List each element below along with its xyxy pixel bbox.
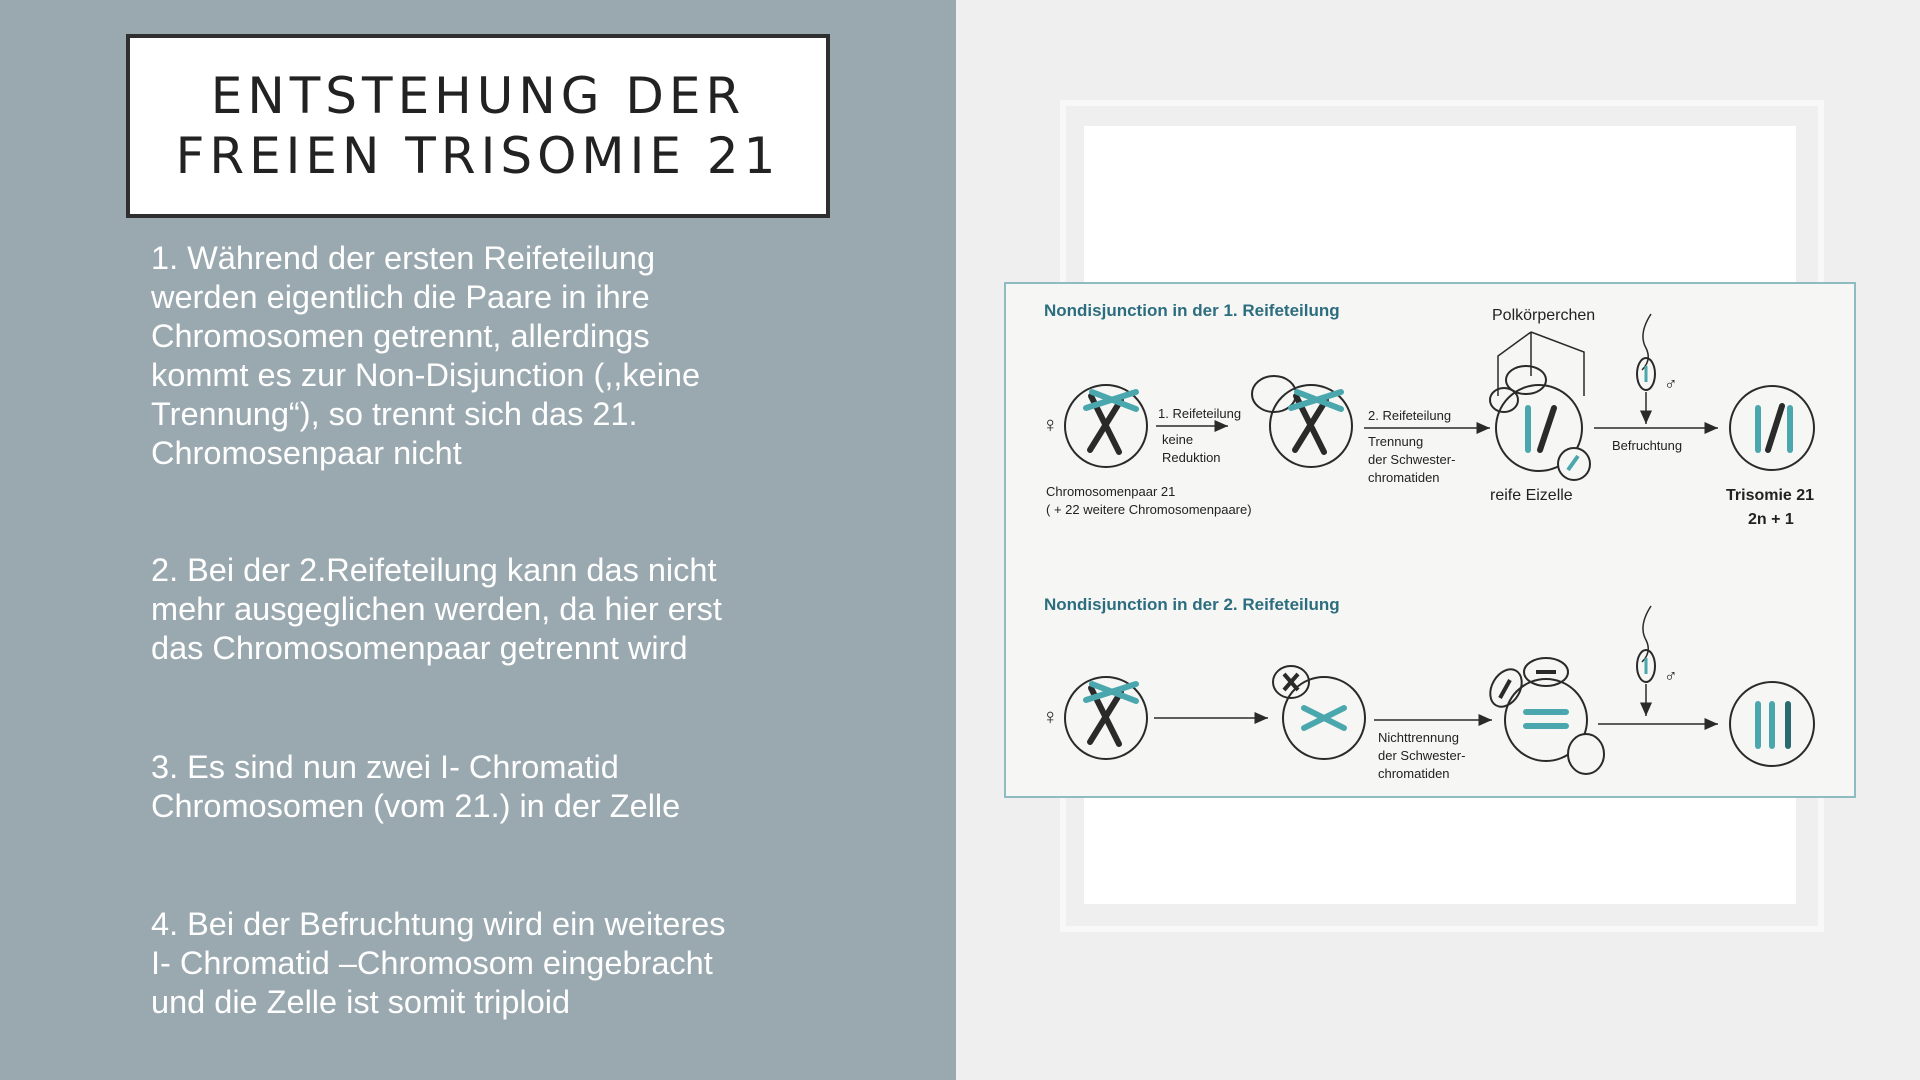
cell-4 (1273, 666, 1365, 759)
para-1-line: werden eigentlich die Paare in ihre (151, 279, 650, 315)
chromosomenpaar-label-2: ( + 22 weitere Chromosomenpaare) (1046, 502, 1252, 517)
para-4-line: I- Chromatid –Chromosom eingebracht (151, 945, 713, 981)
title-line-2: FREIEN TRISOMIE 21 (175, 127, 781, 185)
trisomie-label-2: 2n + 1 (1748, 511, 1794, 528)
chromosomenpaar-label-1: Chromosomenpaar 21 (1046, 484, 1176, 499)
nichttrennung-2: der Schwester- (1378, 748, 1466, 763)
trisomy-cell-2 (1730, 682, 1814, 766)
step2-sub-1: Trennung (1368, 434, 1424, 449)
nondisjunction-figure (1004, 282, 1856, 798)
para-1-line: Chromosomen getrennt, allerdings (151, 318, 650, 354)
step2-sub-3: chromatiden (1368, 470, 1440, 485)
step2-label: 2. Reifeteilung (1368, 408, 1452, 423)
trisomy-cell (1730, 386, 1814, 470)
section1-title: Nondisjunction in der 1. Reifeteilung (1044, 301, 1340, 320)
sperm-2 (1637, 606, 1655, 716)
paragraph-3 (151, 748, 811, 826)
para-3-line: Chromosomen (vom 21.) in der Zelle (151, 788, 681, 824)
step1-sub-2: Reduktion (1162, 450, 1221, 465)
reife-eizelle-label: reife Eizelle (1490, 487, 1573, 504)
para-2-line: das Chromosomenpaar getrennt wird (151, 630, 688, 666)
step1-sub-1: keine (1162, 432, 1194, 447)
sperm-1 (1637, 314, 1655, 424)
cell-3 (1065, 677, 1147, 759)
para-2-line: mehr ausgeglichen werden, da hier erst (151, 591, 722, 627)
trisomie-label-1: Trisomie 21 (1726, 487, 1815, 504)
female-symbol-1 (1042, 412, 1059, 437)
cell-2 (1252, 376, 1352, 467)
male-symbol-2: ♂ (1664, 666, 1678, 686)
female-symbol-2: ♀ (1042, 704, 1059, 729)
section2-title: Nondisjunction in der 2. Reifeteilung (1044, 595, 1340, 614)
cell-1 (1065, 385, 1147, 467)
nichttrennung-1: Nichttrennung (1378, 730, 1459, 745)
polkoerperchen-label: Polkörperchen (1492, 307, 1596, 324)
para-1-line: 1. Während der ersten Reifeteilung (151, 240, 656, 276)
paragraph-2 (151, 551, 811, 668)
para-4-line: 4. Bei der Befruchtung wird ein weiteres (151, 906, 726, 942)
para-1-line: Trennung“), so trennt sich das 21. (151, 396, 638, 432)
step1-label: 1. Reifeteilung (1158, 406, 1242, 421)
paragraph-1 (151, 239, 811, 473)
para-1-line: Chromosenpaar nicht (151, 435, 462, 471)
paragraph-4 (151, 905, 811, 1022)
nichttrennung-3: chromatiden (1378, 766, 1450, 781)
para-3-line: 3. Es sind nun zwei I- Chromatid (151, 749, 619, 785)
female-symbol-1-text: ♀ (1042, 412, 1059, 437)
mature-egg-cell (1496, 385, 1590, 480)
slide-title (126, 34, 830, 218)
male-symbol-1: ♂ (1664, 374, 1678, 394)
cell-5 (1484, 658, 1604, 774)
befruchtung-label: Befruchtung (1612, 438, 1683, 453)
para-4-line: und die Zelle ist somit triploid (151, 984, 571, 1020)
para-2-line: 2. Bei der 2.Reifeteilung kann das nicht (151, 552, 717, 588)
step2-sub-2: der Schwester- (1368, 452, 1456, 467)
title-line-1: ENTSTEHUNG DER (210, 67, 746, 125)
para-1-line: kommt es zur Non-Disjunction (,,keine (151, 357, 701, 393)
